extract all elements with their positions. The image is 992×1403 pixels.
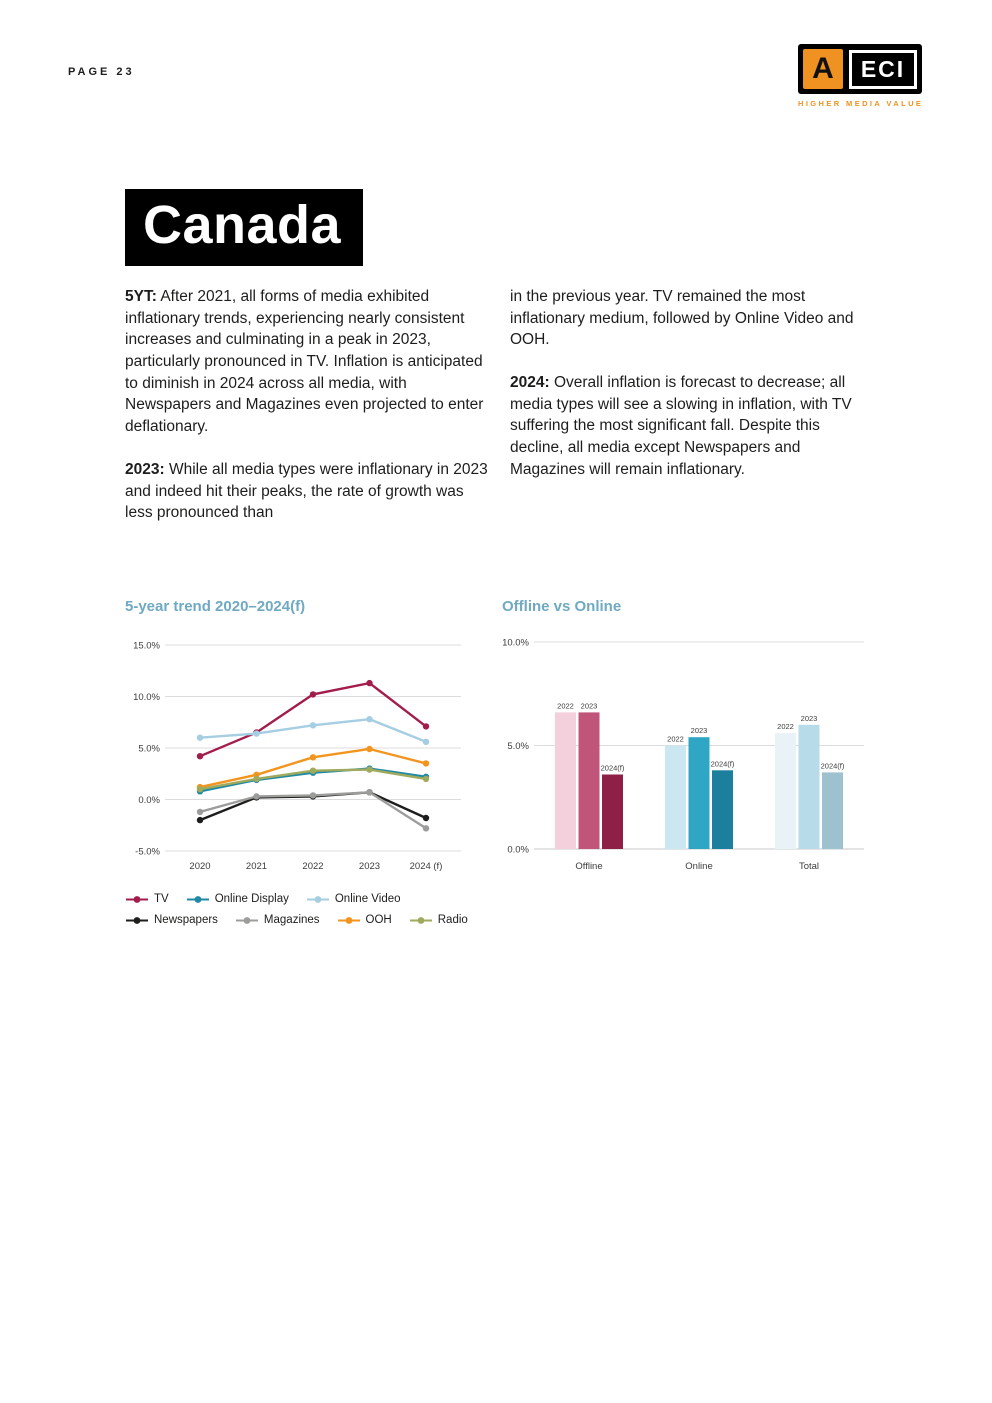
bar-year-label: 2023 — [800, 713, 818, 723]
legend-marker-icon — [409, 916, 433, 925]
logo-brand-text: ECI — [849, 50, 917, 89]
legend-item-magazines — [235, 914, 320, 926]
legend-label: Magazines — [263, 914, 320, 926]
data-point — [253, 793, 259, 799]
legend-marker-icon — [186, 895, 210, 904]
x-tick-label: 2020 — [189, 861, 211, 872]
bar-online-2022 — [665, 746, 686, 850]
data-point — [366, 680, 372, 686]
legend-label: Online Display — [214, 893, 289, 905]
x-tick-label: 2024 (f) — [409, 861, 443, 872]
data-point — [197, 753, 203, 759]
data-point — [253, 730, 259, 736]
legend-marker-icon — [337, 916, 361, 925]
bar-year-label: 2024(f) — [710, 759, 735, 769]
data-point — [310, 792, 316, 798]
data-point — [197, 809, 203, 815]
legend-row — [125, 914, 485, 926]
line-series-online-video — [197, 716, 429, 745]
legend-marker-icon — [235, 916, 259, 925]
paragraph-lead: 2024: — [510, 374, 550, 392]
data-point — [423, 776, 429, 782]
legend-marker-icon — [125, 895, 149, 904]
line-chart-block — [117, 598, 485, 926]
bar-offline-2022 — [555, 712, 576, 849]
bar-total-2022 — [775, 733, 796, 849]
page-number-label: PAGE 23 — [68, 66, 135, 78]
bar-year-label: 2023 — [690, 726, 708, 736]
bar-online-2024-f — [712, 770, 733, 849]
page-title: Canada — [125, 189, 363, 266]
legend-marker-icon — [125, 916, 149, 925]
legend-item-tv — [125, 893, 169, 905]
paragraph-5yt — [125, 286, 492, 438]
legend-marker-icon — [306, 895, 330, 904]
paragraph-text: While all media types were inflationary in 2023 and indeed hit their peaks, the rate of growth was less pronounced than — [125, 460, 488, 522]
y-tick-label: 0.0% — [507, 844, 529, 856]
line-series-tv — [197, 680, 429, 760]
bar-chart-svg — [494, 631, 872, 879]
category-label: Online — [685, 861, 713, 872]
data-point — [310, 754, 316, 760]
legend-row — [125, 893, 485, 905]
data-point — [310, 768, 316, 774]
paragraph-lead: 5YT: — [125, 288, 157, 305]
paragraph-text: in the previous year. TV remained the most inflationary medium, followed by Online Video and OOH. — [510, 288, 854, 349]
legend-label: Radio — [437, 914, 468, 926]
bar-group-offline — [555, 701, 625, 872]
paragraph-2024 — [510, 372, 877, 480]
data-point — [423, 760, 429, 766]
bar-year-label: 2022 — [777, 722, 794, 732]
legend-item-radio — [409, 914, 468, 926]
bar-total-2023 — [799, 725, 820, 849]
eci-logo-box — [798, 44, 922, 94]
data-point — [197, 817, 203, 823]
paragraph-continuation — [510, 286, 877, 351]
bar-year-label: 2023 — [580, 701, 598, 711]
data-point — [310, 722, 316, 728]
bar-year-label: 2022 — [557, 701, 574, 711]
bar-online-2023 — [689, 737, 710, 849]
bar-chart-title: Offline vs Online — [502, 598, 622, 615]
bar-group-online — [665, 726, 735, 872]
bar-chart-block — [494, 598, 884, 879]
paragraph-text: Overall inflation is forecast to decrease; all media types will see a slowing in inflation, with TV suffering the most significant fall. Despite this decline, all media except Newspapers and Magazines will remain inflationary. — [510, 374, 852, 478]
category-label: Total — [798, 861, 820, 872]
legend-item-online-display — [186, 893, 289, 905]
data-point — [423, 739, 429, 745]
paragraph-text: After 2021, all forms of media exhibited inflationary trends, experiencing nearly consistent increases and culminating in a peak in 2023, particularly pronounced in TV. Inflation is anticipated to diminish in 2024 across all media, with Newspapers and Magazines even projected to enter deflationary. — [125, 288, 484, 436]
eci-logo — [798, 44, 922, 108]
line-chart-svg — [117, 631, 469, 879]
line-chart-legend — [125, 893, 485, 926]
logo-a-icon: A — [803, 49, 843, 89]
legend-label: TV — [154, 893, 169, 905]
data-point — [310, 691, 316, 697]
data-point — [366, 716, 372, 722]
body-text — [125, 286, 877, 545]
logo-tagline: HIGHER MEDIA VALUE — [798, 99, 924, 108]
data-point — [423, 815, 429, 821]
line-series-magazines — [197, 789, 429, 831]
y-tick-label: 0.0% — [138, 795, 160, 806]
legend-item-ooh — [337, 914, 392, 926]
body-column-left — [125, 286, 492, 545]
legend-label: Newspapers — [154, 914, 218, 926]
legend-label: OOH — [365, 914, 392, 926]
y-tick-label: 5.0% — [138, 743, 160, 755]
bar-total-2024-f — [822, 772, 843, 849]
data-point — [366, 766, 372, 772]
bar-year-label: 2024(f) — [820, 761, 845, 771]
legend-item-online-video — [306, 893, 401, 905]
category-label: Offline — [575, 861, 603, 872]
data-point — [423, 723, 429, 729]
data-point — [197, 735, 203, 741]
data-point — [253, 776, 259, 782]
bar-year-label: 2024(f) — [600, 763, 625, 773]
line-chart-title: 5-year trend 2020–2024(f) — [125, 598, 306, 615]
x-tick-label: 2022 — [302, 861, 324, 872]
y-tick-label: 5.0% — [507, 741, 529, 752]
data-point — [366, 746, 372, 752]
y-tick-label: 10.0% — [502, 637, 529, 649]
bar-offline-2023 — [579, 712, 600, 849]
y-tick-label: -5.0% — [135, 846, 160, 858]
x-tick-label: 2021 — [245, 861, 268, 872]
y-tick-label: 15.0% — [133, 640, 160, 652]
bar-group-total — [775, 714, 845, 872]
paragraph-lead: 2023: — [125, 460, 165, 478]
data-point — [197, 786, 203, 792]
legend-item-newspapers — [125, 914, 218, 926]
bar-offline-2024-f — [602, 775, 623, 850]
bar-year-label: 2022 — [667, 734, 684, 744]
data-point — [423, 825, 429, 831]
paragraph-2023 — [125, 459, 492, 524]
y-tick-label: 10.0% — [133, 692, 160, 703]
data-point — [366, 789, 372, 795]
legend-label: Online Video — [334, 893, 401, 905]
x-tick-label: 2023 — [358, 861, 381, 872]
body-column-right — [510, 286, 877, 545]
